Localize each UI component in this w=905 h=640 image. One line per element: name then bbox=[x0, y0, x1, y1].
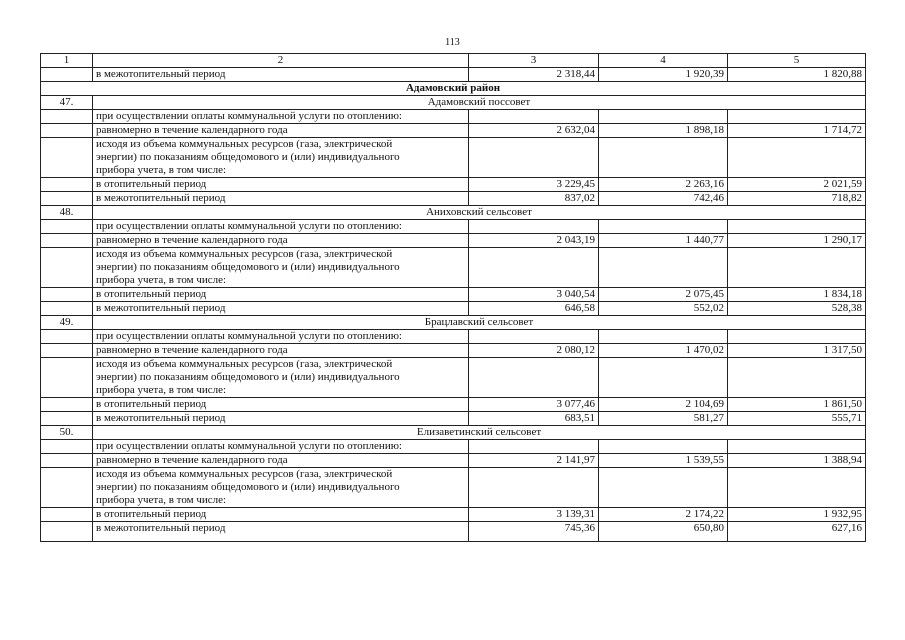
row-label-multiline bbox=[93, 248, 469, 288]
text-line: исходя из объема коммунальных ресурсов (газа, электрической bbox=[96, 468, 393, 480]
text-line: исходя из объема коммунальных ресурсов (газа, электрической bbox=[96, 248, 393, 260]
empty-cell bbox=[41, 138, 93, 178]
table-row bbox=[41, 454, 866, 468]
row-label-multiline bbox=[93, 358, 469, 398]
empty-cell bbox=[599, 110, 728, 124]
value-cell: 3 139,31 bbox=[469, 508, 599, 522]
value-cell: 528,38 bbox=[728, 302, 866, 316]
empty-cell bbox=[728, 330, 866, 344]
value-cell: 555,71 bbox=[728, 412, 866, 426]
empty-cell bbox=[41, 454, 93, 468]
row-label: равномерно в течение календарного года bbox=[93, 124, 469, 138]
row-label: при осуществлении оплаты коммунальной услуги по отоплению: bbox=[93, 110, 469, 124]
table-row bbox=[41, 398, 866, 412]
value-cell: 646,58 bbox=[469, 302, 599, 316]
value-cell: 1 470,02 bbox=[599, 344, 728, 358]
table-row bbox=[41, 220, 866, 234]
row-label-multiline bbox=[93, 138, 469, 178]
empty-cell bbox=[728, 468, 866, 508]
empty-cell bbox=[41, 358, 93, 398]
section-number: 49. bbox=[41, 316, 93, 330]
table-row bbox=[41, 234, 866, 248]
section-name: Адамовский поссовет bbox=[93, 96, 866, 110]
section-name: Елизаветинский сельсовет bbox=[93, 426, 866, 440]
table-row bbox=[41, 302, 866, 316]
empty-cell bbox=[469, 358, 599, 398]
text-line: прибора учета, в том числе: bbox=[96, 274, 227, 286]
table-row bbox=[41, 508, 866, 522]
text-line: энергии) по показаниям общедомового и (или) индивидуального bbox=[96, 261, 400, 273]
empty-cell bbox=[728, 138, 866, 178]
value-cell: 2 075,45 bbox=[599, 288, 728, 302]
empty-cell bbox=[599, 138, 728, 178]
empty-cell bbox=[41, 508, 93, 522]
text-line: прибора учета, в том числе: bbox=[96, 494, 227, 506]
row-label-multiline bbox=[93, 468, 469, 508]
row-label: при осуществлении оплаты коммунальной услуги по отоплению: bbox=[93, 330, 469, 344]
empty-cell bbox=[41, 344, 93, 358]
table-row bbox=[41, 358, 866, 398]
empty-cell bbox=[41, 178, 93, 192]
value-cell: 627,16 bbox=[728, 522, 866, 542]
row-label: в межотопительный период bbox=[93, 302, 469, 316]
header-cell: 5 bbox=[728, 54, 866, 68]
value-cell: 2 263,16 bbox=[599, 178, 728, 192]
table-row bbox=[41, 412, 866, 426]
empty-cell bbox=[41, 110, 93, 124]
empty-cell bbox=[41, 302, 93, 316]
empty-cell bbox=[41, 288, 93, 302]
text-line: энергии) по показаниям общедомового и (или) индивидуального bbox=[96, 481, 400, 493]
empty-cell bbox=[599, 330, 728, 344]
empty-cell bbox=[41, 398, 93, 412]
value-cell: 2 104,69 bbox=[599, 398, 728, 412]
empty-cell bbox=[469, 330, 599, 344]
empty-cell bbox=[599, 220, 728, 234]
section-title-row bbox=[41, 426, 866, 440]
table-row bbox=[41, 178, 866, 192]
row-label: в межотопительный период bbox=[93, 522, 469, 542]
value-cell: 1 834,18 bbox=[728, 288, 866, 302]
value-cell: 1 317,50 bbox=[728, 344, 866, 358]
table-row bbox=[41, 138, 866, 178]
text-line: прибора учета, в том числе: bbox=[96, 384, 227, 396]
value-cell: 2 174,22 bbox=[599, 508, 728, 522]
header-cell: 2 bbox=[93, 54, 469, 68]
empty-cell bbox=[41, 192, 93, 206]
row-label: при осуществлении оплаты коммунальной услуги по отоплению: bbox=[93, 440, 469, 454]
empty-cell bbox=[599, 468, 728, 508]
header-cell: 4 bbox=[599, 54, 728, 68]
empty-cell bbox=[41, 68, 93, 82]
empty-cell bbox=[41, 220, 93, 234]
empty-cell bbox=[41, 440, 93, 454]
tariff-table bbox=[40, 53, 866, 542]
table-row bbox=[41, 288, 866, 302]
empty-cell bbox=[599, 440, 728, 454]
text-line: исходя из объема коммунальных ресурсов (газа, электрической bbox=[96, 138, 393, 150]
value-cell: 683,51 bbox=[469, 412, 599, 426]
table-row bbox=[41, 522, 866, 542]
value-cell: 718,82 bbox=[728, 192, 866, 206]
empty-cell bbox=[41, 248, 93, 288]
value-cell: 1 898,18 bbox=[599, 124, 728, 138]
section-name: Брацлавский сельсовет bbox=[93, 316, 866, 330]
empty-cell bbox=[728, 220, 866, 234]
empty-cell bbox=[728, 248, 866, 288]
empty-cell bbox=[728, 358, 866, 398]
value-cell: 650,80 bbox=[599, 522, 728, 542]
section-title-row bbox=[41, 96, 866, 110]
value-cell: 2 318,44 bbox=[469, 68, 599, 82]
section-number: 50. bbox=[41, 426, 93, 440]
value-cell: 3 229,45 bbox=[469, 178, 599, 192]
row-label: в межотопительный период bbox=[93, 412, 469, 426]
section-name: Аниховский сельсовет bbox=[93, 206, 866, 220]
table-row bbox=[41, 330, 866, 344]
district-row bbox=[41, 82, 866, 96]
table-row bbox=[41, 468, 866, 508]
empty-cell bbox=[41, 522, 93, 542]
section-number: 48. bbox=[41, 206, 93, 220]
text-line: энергии) по показаниям общедомового и (или) индивидуального bbox=[96, 371, 400, 383]
value-cell: 837,02 bbox=[469, 192, 599, 206]
empty-cell bbox=[599, 358, 728, 398]
table-row bbox=[41, 68, 866, 82]
value-cell: 581,27 bbox=[599, 412, 728, 426]
value-cell: 552,02 bbox=[599, 302, 728, 316]
value-cell: 1 388,94 bbox=[728, 454, 866, 468]
empty-cell bbox=[469, 110, 599, 124]
value-cell: 1 714,72 bbox=[728, 124, 866, 138]
row-label: в отопительный период bbox=[93, 508, 469, 522]
page-number: 113 bbox=[445, 37, 460, 48]
empty-cell bbox=[469, 248, 599, 288]
value-cell: 1 920,39 bbox=[599, 68, 728, 82]
value-cell: 3 040,54 bbox=[469, 288, 599, 302]
value-cell: 1 440,77 bbox=[599, 234, 728, 248]
empty-cell bbox=[599, 248, 728, 288]
row-label: равномерно в течение календарного года bbox=[93, 234, 469, 248]
section-title-row bbox=[41, 316, 866, 330]
row-label: в межотопительный период bbox=[93, 192, 469, 206]
table-row bbox=[41, 124, 866, 138]
district-title: Адамовский район bbox=[41, 82, 866, 96]
empty-cell bbox=[41, 468, 93, 508]
value-cell: 742,46 bbox=[599, 192, 728, 206]
table-row bbox=[41, 440, 866, 454]
empty-cell bbox=[41, 330, 93, 344]
row-label: в межотопительный период bbox=[93, 68, 469, 82]
header-cell: 3 bbox=[469, 54, 599, 68]
empty-cell bbox=[41, 124, 93, 138]
value-cell: 745,36 bbox=[469, 522, 599, 542]
value-cell: 2 043,19 bbox=[469, 234, 599, 248]
value-cell: 1 932,95 bbox=[728, 508, 866, 522]
text-line: энергии) по показаниям общедомового и (или) индивидуального bbox=[96, 151, 400, 163]
table-row bbox=[41, 110, 866, 124]
value-cell: 1 820,88 bbox=[728, 68, 866, 82]
row-label: равномерно в течение календарного года bbox=[93, 344, 469, 358]
table-row bbox=[41, 192, 866, 206]
row-label: при осуществлении оплаты коммунальной услуги по отоплению: bbox=[93, 220, 469, 234]
header-cell: 1 bbox=[41, 54, 93, 68]
empty-cell bbox=[41, 412, 93, 426]
row-label: равномерно в течение календарного года bbox=[93, 454, 469, 468]
text-line: прибора учета, в том числе: bbox=[96, 164, 227, 176]
value-cell: 2 632,04 bbox=[469, 124, 599, 138]
row-label: в отопительный период bbox=[93, 288, 469, 302]
empty-cell bbox=[728, 440, 866, 454]
empty-cell bbox=[728, 110, 866, 124]
value-cell: 2 021,59 bbox=[728, 178, 866, 192]
section-title-row bbox=[41, 206, 866, 220]
text-line: исходя из объема коммунальных ресурсов (газа, электрической bbox=[96, 358, 393, 370]
value-cell: 3 077,46 bbox=[469, 398, 599, 412]
row-label: в отопительный период bbox=[93, 178, 469, 192]
empty-cell bbox=[41, 234, 93, 248]
table-row bbox=[41, 344, 866, 358]
value-cell: 1 539,55 bbox=[599, 454, 728, 468]
value-cell: 1 861,50 bbox=[728, 398, 866, 412]
row-label: в отопительный период bbox=[93, 398, 469, 412]
empty-cell bbox=[469, 220, 599, 234]
value-cell: 2 080,12 bbox=[469, 344, 599, 358]
empty-cell bbox=[469, 440, 599, 454]
empty-cell bbox=[469, 138, 599, 178]
section-number: 47. bbox=[41, 96, 93, 110]
table-row bbox=[41, 248, 866, 288]
value-cell: 1 290,17 bbox=[728, 234, 866, 248]
empty-cell bbox=[469, 468, 599, 508]
header-row bbox=[41, 54, 866, 68]
value-cell: 2 141,97 bbox=[469, 454, 599, 468]
